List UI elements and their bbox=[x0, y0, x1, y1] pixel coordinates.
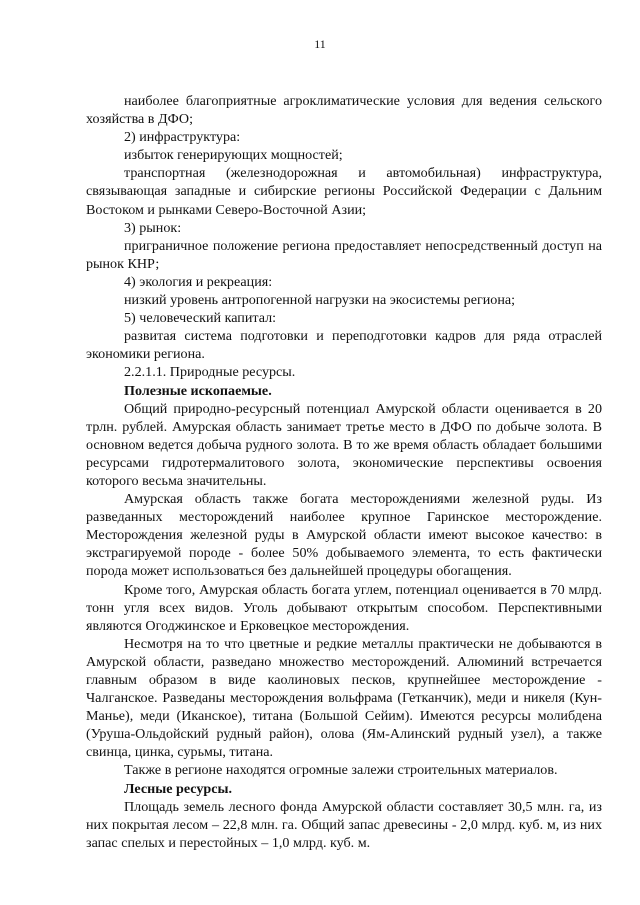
paragraph-generation-surplus: избыток генерирующих мощностей; bbox=[124, 147, 343, 164]
page-number: 11 bbox=[314, 37, 326, 51]
list-item-infrastructure: 2) инфраструктура: bbox=[124, 129, 241, 146]
list-item-market: 3) рынок: bbox=[124, 219, 182, 236]
list-item-ecology: 4) экология и рекреация: bbox=[124, 273, 273, 290]
document-body bbox=[86, 92, 602, 852]
paragraph-border-position: приграничное положение региона предоставляет непосредственный доступ на рынок КНР; bbox=[86, 237, 602, 272]
paragraph-training-system: развитая система подготовки и переподготовки кадров для ряда отраслей экономики региона. bbox=[86, 328, 602, 363]
paragraph-building-materials: Также в регионе находятся огромные залежи строительных материалов. bbox=[124, 762, 558, 779]
paragraph-metals: Несмотря на то что цветные и редкие металлы практически не добываются в Амурской области, разведано множество месторождений. Алюминий встречается главным образом в виде каолиновых песков, крупнейшее месторождение - Чалганское. Разведаны месторождения вольфрама (Гетканчик), меди и никеля (Кун-Манье), меди (Иканское), титана (Большой Сейим). Имеются ресурсы молибдена (Уруша-Ольдойский рудный район), олова (Ям-Алинский рудный узел), а также свинца, цинка, сурьмы, титана. bbox=[86, 635, 602, 761]
paragraph-coal: Кроме того, Амурская область богата углем, потенциал оценивается в 70 млрд. тонн угля всех видов. Уголь добывают открытым способом. Перспективными являются Огоджинское и Ерковецкое месторождения. bbox=[86, 581, 602, 634]
paragraph-forest-area: Площадь земель лесного фонда Амурской области составляет 30,5 млн. га, из них покрытая лесом – 22,8 млн. га. Общий запас древесины - 2,0 млрд. куб. м, из них запас спелых и перестойных – 1,0 млрд. куб. м. bbox=[86, 798, 602, 851]
list-item-human-capital: 5) человеческий капитал: bbox=[124, 310, 277, 327]
heading-forest-resources: Лесные ресурсы. bbox=[124, 780, 232, 797]
paragraph-iron-ore: Амурская область также богата месторождениями железной руды. Из разведанных месторождений наиболее крупное Гаринское месторождение. Месторождения железной руды в Амурской области имеют высокое качество: в экстрагируемой породе - более 50% добываемого элемента, то есть фактически порода может использоваться без дальнейшей процедуры обогащения. bbox=[86, 491, 602, 580]
paragraph-transport: транспортная (железнодорожная и автомобильная) инфраструктура, связывающая западные и сибирские регионы Российской Федерации с Дальним Востоком и рынками Северо-Восточной Азии; bbox=[86, 165, 602, 218]
paragraph-gold: Общий природно-ресурсный потенциал Амурской области оценивается в 20 трлн. рублей. Амурская область занимает третье место в ДФО по добыче золота. В основном ведется добыча рудного золота. В то же время область обладает большими ресурсами гидротермалитового золота, экономические перспективы освоения которого весьма значительны. bbox=[86, 400, 602, 489]
paragraph-low-load: низкий уровень антропогенной нагрузки на экосистемы региона; bbox=[124, 292, 516, 309]
heading-minerals: Полезные ископаемые. bbox=[124, 382, 272, 399]
paragraph-agroclimate: наиболее благоприятные агроклиматические условия для ведения сельского хозяйства в ДФО; bbox=[86, 93, 602, 128]
section-heading-natural-resources: 2.2.1.1. Природные ресурсы. bbox=[124, 364, 296, 381]
